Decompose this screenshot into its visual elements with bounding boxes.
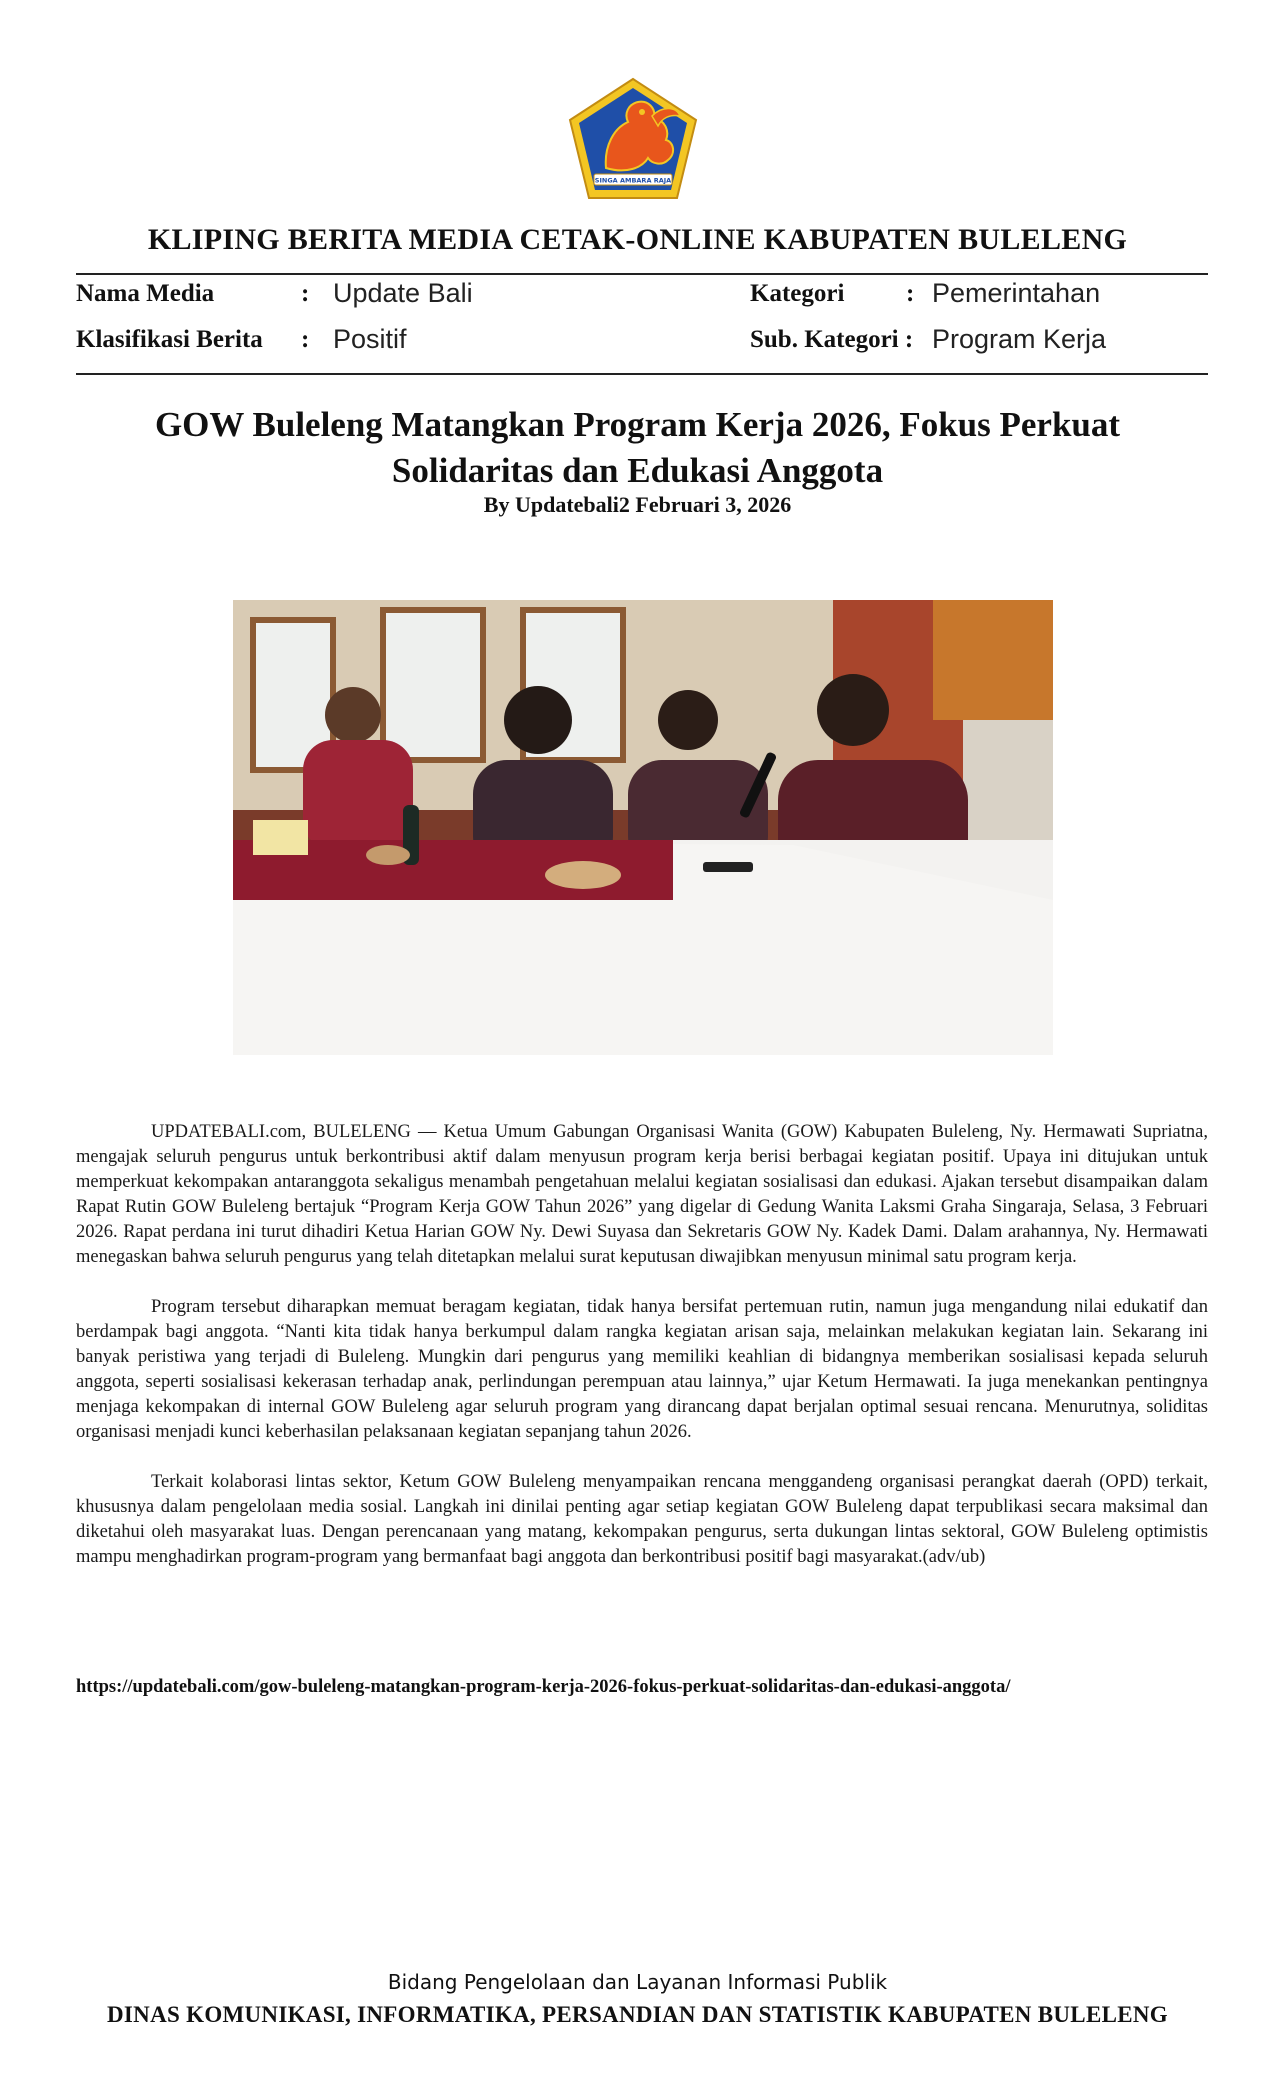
meta-row-classification bbox=[76, 326, 1208, 362]
divider-top bbox=[76, 273, 1208, 275]
article-photo bbox=[233, 600, 1053, 1055]
klasifikasi-value: Positif bbox=[333, 324, 407, 354]
kategori-label: Kategori bbox=[750, 280, 845, 307]
buleleng-regency-logo bbox=[566, 76, 700, 202]
footer-division: Bidang Pengelolaan dan Layanan Informasi Publik bbox=[387, 1970, 888, 1994]
nama-media-label: Nama Media bbox=[76, 280, 215, 307]
kategori-colon: : bbox=[906, 280, 915, 307]
klasifikasi-label: Klasifikasi Berita bbox=[76, 326, 263, 353]
clipping-title: KLIPING BERITA MEDIA CETAK-ONLINE KABUPATEN BULELENG bbox=[147, 223, 1128, 256]
nama-media-colon: : bbox=[301, 280, 310, 307]
article-headline: GOW Buleleng Matangkan Program Kerja 2026, Fokus Perkuat Solidaritas dan Edukasi Anggota bbox=[154, 405, 1121, 490]
sub-kategori-label: Sub. Kategori : bbox=[750, 326, 914, 353]
klasifikasi-colon: : bbox=[301, 326, 310, 353]
kategori-value: Pemerintahan bbox=[932, 278, 1101, 308]
article-paragraph-1: UPDATEBALI.com, BULELENG — Ketua Umum Gabungan Organisasi Wanita (GOW) Kabupaten Buleleng, Ny. Hermawati Supriatna, mengajak seluruh pengurus untuk berkontribusi aktif dalam menyusun program kerja berisi berbagai kegiatan positif. Upaya ini ditujukan untuk memperkuat kekompakan antaranggota sekaligus menambah pengetahuan melalui kegiatan sosialisasi dan edukasi. Ajakan tersebut disampaikan dalam Rapat Rutin GOW Buleleng bertajuk “Program Kerja GOW Tahun 2026” yang digelar di Gedung Wanita Laksmi Graha Singaraja, Selasa, 3 Februari 2026. Rapat perdana ini turut dihadiri Ketua Harian GOW Ny. Dewi Suyasa dan Sekretaris GOW Ny. Kadek Dami. Dalam arahannya, Ny. Hermawati menegaskan bahwa seluruh pengurus yang telah ditetapkan melalui surat keputusan diwajibkan menyusun minimal satu program kerja. bbox=[76, 1122, 1208, 1267]
meta-row-media bbox=[76, 280, 1208, 316]
nama-media-value: Update Bali bbox=[333, 278, 473, 308]
sub-kategori-value: Program Kerja bbox=[932, 324, 1107, 354]
article-paragraph-3: Terkait kolaborasi lintas sektor, Ketum GOW Buleleng menyampaikan rencana menggandeng organisasi perangkat daerah (OPD) terkait, khususnya dalam pengelolaan media sosial. Langkah ini dinilai penting agar setiap kegiatan GOW Buleleng dapat terpublikasi secara maksimal dan diketahui oleh masyarakat luas. Dengan perencanaan yang matang, kekompakan pengurus, serta dukungan lintas sektoral, GOW Buleleng optimistis mampu menghadirkan program-program yang bermanfaat bagi anggota dan berkontribusi positif bagi masyarakat.(adv/ub) bbox=[76, 1472, 1208, 1567]
article-byline: By Updatebali2 Februari 3, 2026 bbox=[483, 492, 792, 517]
article-paragraph-2: Program tersebut diharapkan memuat beragam kegiatan, tidak hanya bersifat pertemuan rutin, namun juga mengandung nilai edukatif dan berdampak bagi anggota. “Nanti kita tidak hanya berkumpul dalam rangka kegiatan arisan saja, melainkan melakukan kegiatan lain. Sekarang ini banyak peristiwa yang terjadi di Buleleng. Mungkin dari pengurus yang memiliki keahlian di bidangnya memberikan sosialisasi kepada seluruh anggota, seperti sosialisasi kekerasan terhadap anak, perlindungan perempuan atau lainnya,” ujar Ketum Hermawati. Ia juga menekankan pentingnya menjaga kekompakan di internal GOW Buleleng agar seluruh program yang dirancang dapat berjalan optimal sesuai rencana. Menurutnya, soliditas organisasi menjadi kunci keberhasilan pelaksanaan kegiatan sepanjang tahun 2026. bbox=[76, 1297, 1208, 1442]
divider-bottom bbox=[76, 373, 1208, 375]
logo-motto-text: SINGA AMBARA RAJA bbox=[594, 176, 672, 185]
article-body bbox=[76, 1120, 1208, 1595]
footer-agency: DINAS KOMUNIKASI, INFORMATIKA, PERSANDIAN DAN STATISTIK KABUPATEN BULELENG bbox=[107, 2002, 1168, 2027]
source-url-link[interactable]: https://updatebali.com/gow-buleleng-matangkan-program-kerja-2026-fokus-perkuat-solidaritas-dan-edukasi-anggota/ bbox=[76, 1677, 1011, 1697]
